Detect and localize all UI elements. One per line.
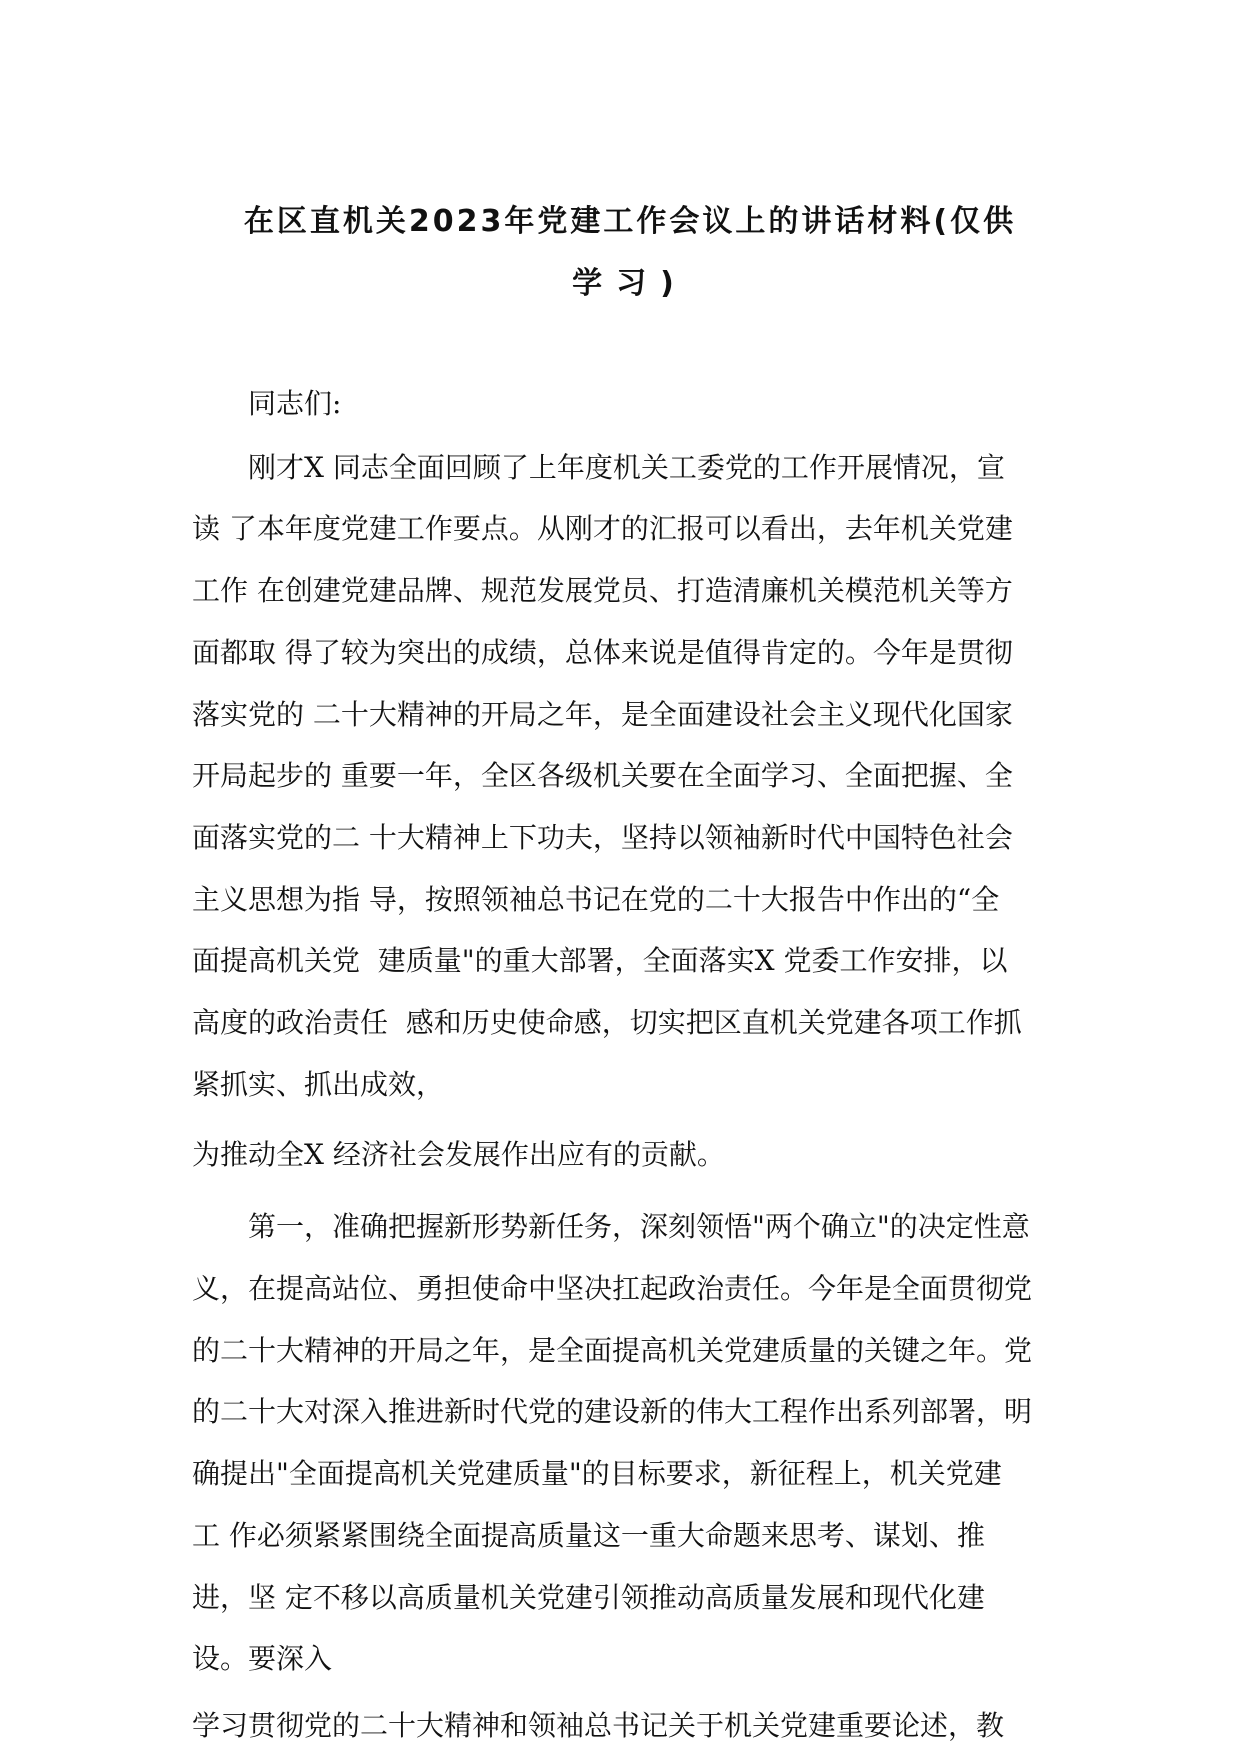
- paragraph-4: 学习贯彻党的二十大精神和领袖总书记关于机关党建重要论述，教: [192, 1710, 1005, 1742]
- paragraph-1-line: 主义思想为指 导，按照领袖总书记在党的二十大报告中作出的“全: [192, 884, 1000, 916]
- paragraph-3-line: 义，在提高站位、勇担使命中坚决扛起政治责任。今年是全面贯彻党: [192, 1273, 1033, 1305]
- paragraph-3-line: 设。要深入: [192, 1643, 333, 1675]
- paragraph-3-line: 进，坚 定不移以高质量机关党建引领推动高质量发展和现代化建: [192, 1582, 985, 1614]
- paragraph-3-line: 确提出"全面提高机关党建质量"的目标要求，新征程上，机关党建: [192, 1458, 1002, 1490]
- salutation: 同志们:: [248, 388, 342, 420]
- paragraph-3-line: 的二十大精神的开局之年，是全面提高机关党建质量的关键之年。党: [192, 1335, 1033, 1367]
- paragraph-1-line: 面都取 得了较为突出的成绩，总体来说是值得肯定的。今年是贯彻: [192, 637, 1013, 669]
- paragraph-3-line: 的二十大对深入推进新时代党的建设新的伟大工程作出系列部署，明: [192, 1396, 1033, 1428]
- paragraph-1-line: 面提高机关党 建质量"的重大部署，全面落实X 党委工作安排，以: [192, 945, 1008, 977]
- title-line-1: 在区直机关2023年党建工作会议上的讲话材料(仅供: [243, 204, 1017, 239]
- paragraph-1-line: 刚才X 同志全面回顾了上年度机关工委党的工作开展情况，宣: [248, 452, 1005, 484]
- paragraph-1-line: 落实党的 二十大精神的开局之年，是全面建设社会主义现代化国家: [192, 699, 1013, 731]
- paragraph-1-line: 面落实党的二 十大精神上下功夫，坚持以领袖新时代中国特色社会: [192, 822, 1013, 854]
- title-line-2: 学习): [572, 266, 688, 301]
- paragraph-2: 为推动全X 经济社会发展作出应有的贡献。: [192, 1139, 725, 1171]
- paragraph-3-line: 工 作必须紧紧围绕全面提高质量这一重大命题来思考、谋划、推: [192, 1520, 985, 1552]
- paragraph-3-line: 第一，准确把握新形势新任务，深刻领悟"两个确立"的决定性意: [248, 1211, 1030, 1243]
- paragraph-1-line: 工作 在创建党建品牌、规范发展党员、打造清廉机关模范机关等方: [192, 575, 1013, 607]
- paragraph-1-line: 紧抓实、抓出成效，: [192, 1069, 445, 1101]
- paragraph-1-line: 读 了本年度党建工作要点。从刚才的汇报可以看出，去年机关党建: [192, 513, 1013, 545]
- paragraph-1-line: 开局起步的 重要一年，全区各级机关要在全面学习、全面把握、全: [192, 760, 1013, 792]
- paragraph-1-line: 高度的政治责任 感和历史使命感，切实把区直机关党建各项工作抓: [192, 1007, 1022, 1039]
